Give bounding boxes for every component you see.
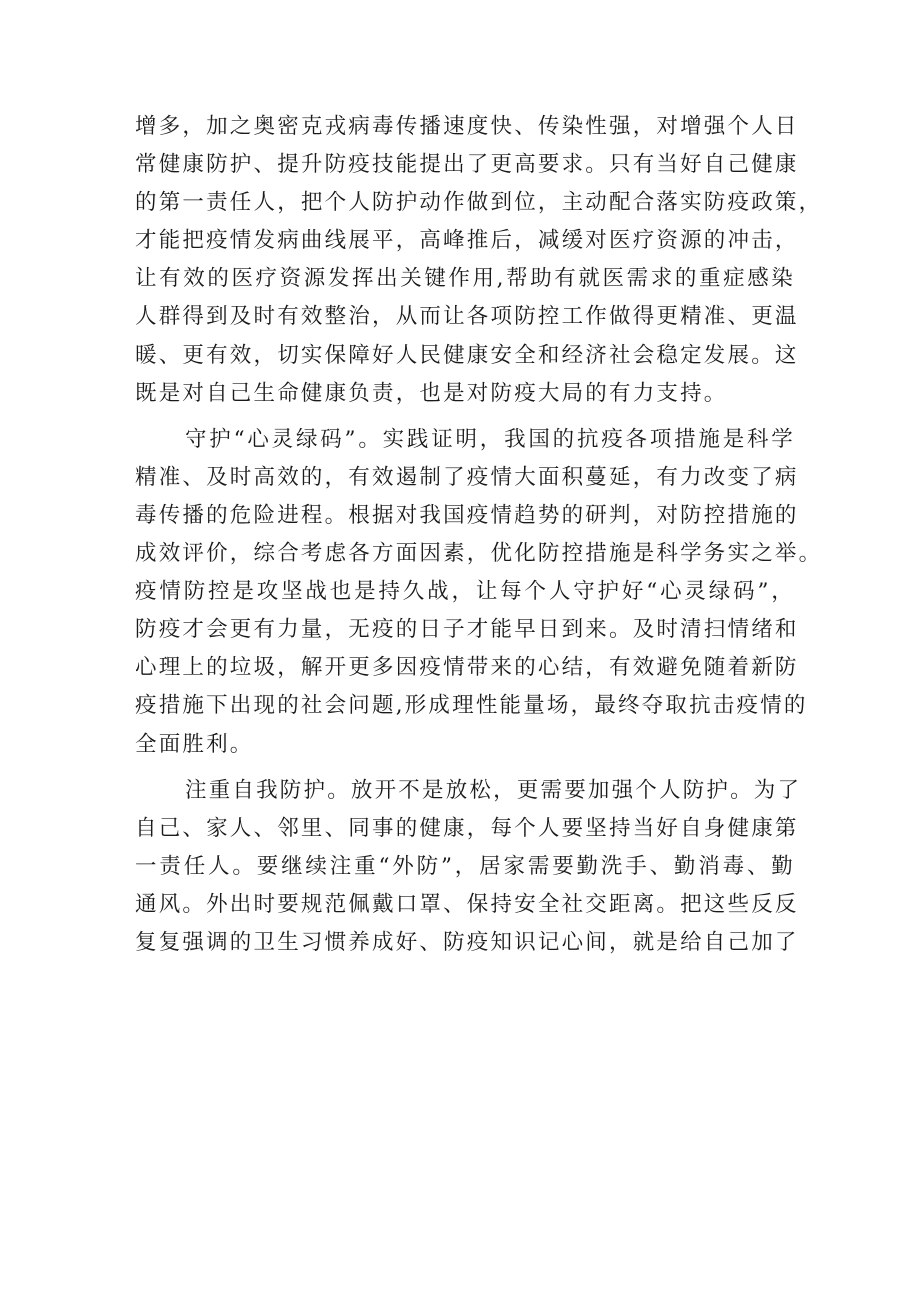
paragraph-spacing (135, 764, 795, 772)
text-line: 成效评价，综合考虑各方面因素，优化防控措施是科学务实之举。 (135, 541, 823, 567)
text-line: 才能把疫情发病曲线展平，高峰推后，减缓对医疗资源的冲击， (135, 228, 799, 254)
text-line: 复复强调的卫生习惯养成好、防疫知识记心间，就是给自己加了 (135, 929, 799, 955)
text-line: 一责任人。要继续注重“外防”，居家需要勤洗手、勤消毒、勤 (135, 853, 795, 879)
text-line: 全面胜利。 (135, 731, 254, 757)
paragraph-spacing (135, 413, 795, 421)
text-line: 守护“心灵绿码”。实践证明，我国的抗疫各项措施是科学 (185, 426, 795, 452)
text-line: 疫措施下出现的社会问题,形成理性能量场，最终夺取抗击疫情的 (135, 693, 808, 719)
text-line: 注重自我防护。放开不是放松，更需要加强个人防护。为了 (185, 777, 802, 803)
text-line: 自己、家人、邻里、同事的健康，每个人要坚持当好自身健康第 (135, 815, 799, 841)
text-line: 常健康防护、提升防疫技能提出了更高要求。只有当好自己健康 (135, 152, 799, 178)
paragraph-3 (135, 772, 802, 962)
text-line: 心理上的垃圾，解开更多因疫情带来的心结，有效避免随着新防 (135, 655, 799, 681)
text-line: 人群得到及时有效整治，从而让各项防控工作做得更精准、更温 (135, 304, 799, 330)
text-line: 疫情防控是攻坚战也是持久战，让每个人守护好“心灵绿码”， (135, 579, 795, 605)
text-line: 毒传播的危险进程。根据对我国疫情趋势的研判，对防控措施的 (135, 502, 799, 528)
text-line: 暖、更有效，切实保障好人民健康安全和经济社会稳定发展。这 (135, 342, 799, 368)
document-body (135, 108, 823, 962)
text-line: 通风。外出时要规范佩戴口罩、保持安全社交距离。把这些反反 (135, 891, 799, 917)
text-line: 精准、及时高效的，有效遏制了疫情大面积蔓延，有力改变了病 (135, 464, 799, 490)
text-line: 既是对自己生命健康负责，也是对防疫大局的有力支持。 (135, 380, 728, 406)
text-line: 让有效的医疗资源发挥出关键作用,帮助有就医需求的重症感染 (135, 266, 795, 292)
text-line: 的第一责任人，把个人防护动作做到位，主动配合落实防疫政策， (135, 190, 823, 216)
paragraph-2 (135, 421, 823, 764)
paragraph-1 (135, 108, 823, 413)
text-line: 增多，加之奥密克戎病毒传播速度快、传染性强，对增强个人日 (135, 114, 799, 139)
text-line: 防疫才会更有力量，无疫的日子才能早日到来。及时清扫情绪和 (135, 617, 799, 643)
